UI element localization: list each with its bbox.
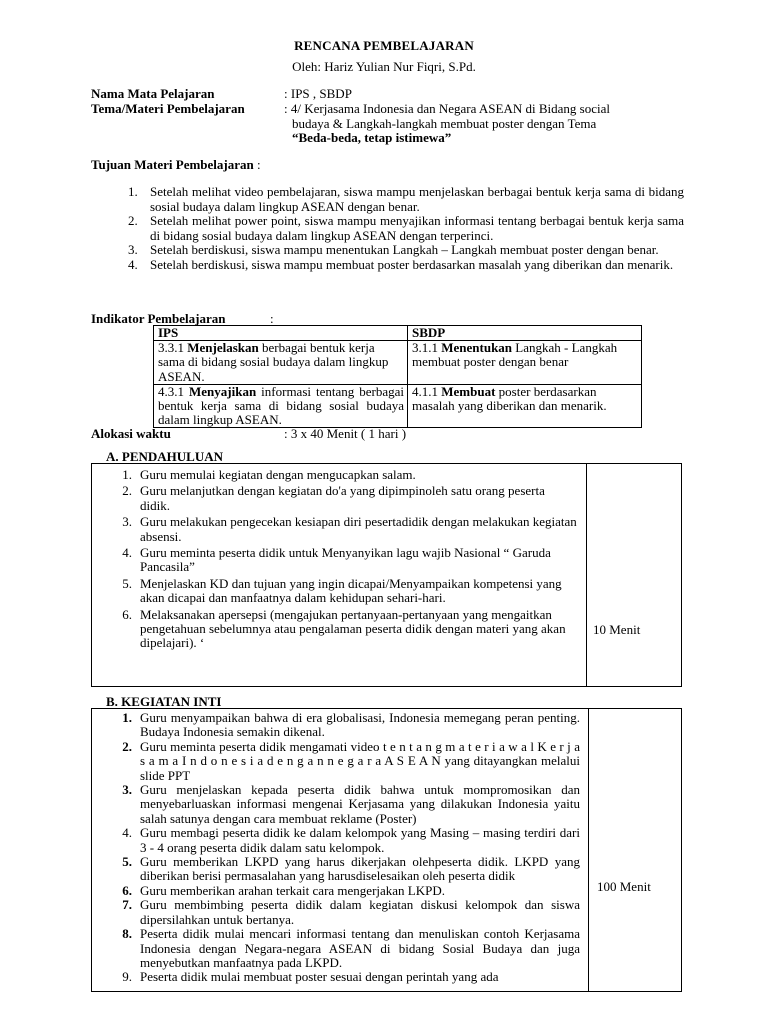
list-item [110, 970, 580, 984]
column-divider [586, 464, 587, 686]
table-header-row [154, 326, 642, 341]
item-text: Guru menjelaskan kepada peserta didik bahwa untuk mompromosikan dan menyebarluaskan informasi mengenai Kerjasama yang dilakukan Indonesia yaitu salah satunya dengan cara membuat reklame (Poster) [140, 782, 580, 826]
theme-value-line2: budaya & Langkah-langkah membuat poster dengan Tema [292, 116, 597, 131]
column-header-ips: IPS [154, 326, 408, 341]
item-number: 6. [122, 882, 132, 898]
item-text: Guru memberikan arahan terkait cara mengerjakan LKPD. [140, 882, 446, 898]
item-text: Guru melakukan pengecekan kesiapan diri pesertadidik dengan melakukan kegiatan absensi. [140, 514, 577, 544]
subject-value: : IPS , SBDP [284, 86, 352, 101]
list-item [110, 468, 578, 482]
item-text: Peserta didik mulai membuat poster sesuai dengan perintah yang ada [140, 969, 499, 985]
document-author: Oleh: Hariz Yulian Nur Fiqri, S.Pd. [292, 59, 476, 74]
list-item [110, 855, 580, 884]
theme-label: Tema/Materi Pembelajaran [91, 101, 245, 116]
list-item [128, 185, 684, 214]
list-item [110, 783, 580, 826]
item-text: Guru memberikan LKPD yang harus dikerjakan olehpeserta didik. LKPD yang diberikan berisi permasalahan yang harusdiselesaikan oleh peserta didik [140, 854, 580, 884]
indicator-verb: Menjelaskan [187, 340, 259, 356]
list-item [110, 546, 578, 575]
item-number: 4. [122, 545, 132, 561]
indicator-code: 3.1.1 [412, 340, 442, 356]
subject-label: Nama Mata Pelajaran [91, 86, 215, 101]
indicator-text: berbagai bentuk kerja sama di bidang sosial budaya dalam lingkup ASEAN. [158, 340, 389, 384]
pendahuluan-time: 10 Menit [593, 622, 641, 637]
list-item [110, 608, 578, 651]
indikator-colon: : [270, 311, 274, 326]
pendahuluan-box [91, 463, 682, 687]
indikator-table [153, 325, 642, 428]
indicator-verb: Menentukan [441, 340, 513, 356]
list-item [110, 927, 580, 970]
indikator-heading: Indikator Pembelajaran [91, 311, 226, 326]
list-item [110, 515, 578, 544]
item-number: 2. [122, 483, 132, 499]
column-header-sbdp: SBDP [408, 326, 642, 341]
pendahuluan-title: A. PENDAHULUAN [106, 449, 223, 464]
tujuan-heading [91, 157, 261, 173]
list-item [128, 243, 684, 258]
table-row [154, 341, 642, 385]
item-number: 6. [122, 606, 132, 622]
item-number: 8. [122, 926, 132, 942]
indicator-code: 4.3.1 [158, 383, 189, 399]
inti-list [110, 711, 580, 985]
item-text: Melaksanakan apersepsi (mengajukan pertanyaan-pertanyaan yang mengaitkan pengetahuan sebelumnya atau pengalaman peserta didik dengan materi yang akan dipelajari). ‘ [140, 606, 566, 651]
item-number: 2. [122, 738, 132, 754]
item-number: 1. [122, 710, 132, 725]
inti-time: 100 Menit [597, 879, 651, 894]
theme-value-line3: “Beda-beda, tetap istimewa” [292, 130, 452, 145]
list-item [110, 884, 580, 898]
indicator-text: informasi tentang berbagai bentuk kerja sama di bidang sosial budaya dalam lingkup ASEAN. [158, 383, 404, 428]
indicator-text: poster berdasarkan masalah yang diberikan dan menarik. [412, 383, 607, 414]
item-text: Setelah melihat power point, siswa mampu menyajikan informasi tentang berbagai bentuk kerja sama di bidang sosial budaya dalam lingkup ASEAN dengan terperinci. [150, 213, 684, 243]
table-cell [154, 341, 408, 385]
item-number: 5. [122, 854, 132, 870]
column-divider [588, 709, 589, 991]
item-number: 7. [122, 897, 132, 913]
item-text: Guru menyampaikan bahwa di era globalisasi, Indonesia memegang peran penting. Budaya Indonesia semakin dikenal. [140, 710, 580, 740]
item-number: 3. [128, 242, 138, 257]
list-item [110, 484, 578, 513]
pendahuluan-list [110, 468, 578, 651]
tujuan-list [128, 185, 684, 272]
item-text: Guru membimbing peserta didik dalam kegiatan diskusi kelompok dan siswa dipersilahkan untuk bertanya. [140, 897, 580, 927]
indicator-verb: Menyajikan [189, 383, 257, 399]
alokasi-value: : 3 x 40 Menit ( 1 hari ) [284, 426, 407, 441]
list-item [110, 898, 580, 927]
item-number: 4. [122, 825, 132, 841]
table-row [154, 384, 642, 428]
inti-box [91, 708, 682, 992]
tujuan-heading-colon: : [253, 157, 261, 172]
item-number: 3. [122, 782, 132, 798]
item-text: Peserta didik mulai mencari informasi tentang dan menuliskan contoh Kerjasama Indonesia dengan Negara-negara ASEAN di bidang Sosial Budaya dan juga menyebutkan manfaatnya pada LKPD. [140, 926, 580, 970]
list-item [128, 214, 684, 243]
indicator-verb: Membuat [441, 383, 496, 399]
item-text: Guru melanjutkan dengan kegiatan do'a yang dipimpinoleh satu orang peserta didik. [140, 483, 545, 513]
table-cell [154, 384, 408, 428]
item-text: Setelah melihat video pembelajaran, siswa mampu menjelaskan berbagai bentuk kerja sama di bidang sosial budaya dalam lingkup ASEAN dengan benar. [150, 184, 684, 214]
item-text: Menjelaskan KD dan tujuan yang ingin dicapai/Menyampaikan kompetensi yang akan dicapai dan manfaatnya dalam kehidupan sehari-hari. [140, 575, 562, 606]
item-number: 5. [122, 575, 132, 591]
indicator-text: Langkah - Langkah membuat poster dengan benar [412, 340, 618, 370]
table-cell [408, 384, 642, 428]
indicator-code: 4.1.1 [412, 383, 442, 399]
list-item [128, 258, 684, 273]
alokasi-label: Alokasi waktu [91, 426, 171, 441]
item-text: Guru meminta peserta didik mengamati video t e n t a n g m a t e r i a w a l K e r j a s a m a I n d o n e s i a d e n g a n n e g a r a A S E A N yang ditayangkan melalui slide PPT [140, 738, 580, 783]
item-number: 9. [122, 969, 132, 985]
item-text: Guru membagi peserta didik ke dalam kelompok yang Masing – masing terdiri dari 3 - 4 orang peserta didik dalam satu kelompok. [140, 825, 580, 855]
item-text: Guru memulai kegiatan dengan mengucapkan salam. [140, 467, 416, 482]
item-number: 1. [122, 467, 132, 482]
item-text: Setelah berdiskusi, siswa mampu membuat poster berdasarkan masalah yang diberikan dan menarik. [150, 256, 674, 272]
list-item [110, 740, 580, 783]
item-text: Guru meminta peserta didik untuk Menyanyikan lagu wajib Nasional “ Garuda Pancasila” [140, 545, 551, 575]
indicator-code: 3.3.1 [158, 340, 188, 356]
item-number: 4. [128, 256, 138, 272]
list-item [110, 577, 578, 606]
item-number: 1. [128, 184, 138, 199]
theme-value-line1: : 4/ Kerjasama Indonesia dan Negara ASEAN di Bidang social [284, 101, 610, 116]
tujuan-heading-text: Tujuan Materi Pembelajaran [91, 157, 254, 172]
item-text: Setelah berdiskusi, siswa mampu menentukan Langkah – Langkah membuat poster dengan benar. [150, 242, 659, 257]
item-number: 2. [128, 213, 138, 228]
inti-title: B. KEGIATAN INTI [106, 694, 222, 709]
list-item [110, 826, 580, 855]
document-title: RENCANA PEMBELAJARAN [294, 38, 474, 53]
list-item [110, 711, 580, 740]
item-number: 3. [122, 514, 132, 530]
table-cell [408, 341, 642, 385]
